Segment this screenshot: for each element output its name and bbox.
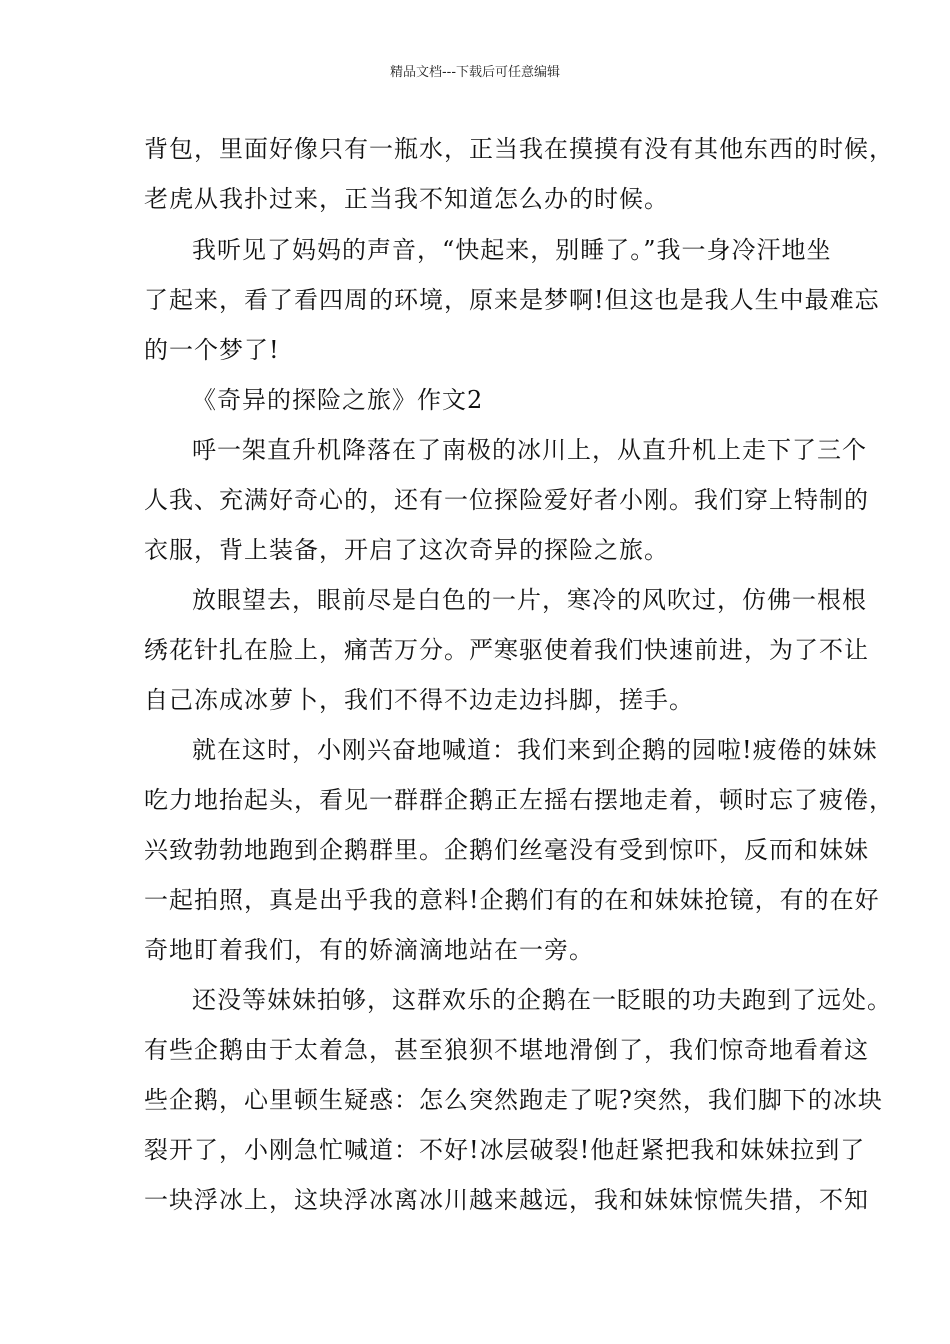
text-line: 我听见了妈妈的声音，“快起来，别睡了。”我一身冷汗地坐 — [192, 236, 832, 264]
text-line: 奇地盯着我们，有的娇滴滴地站在一旁。 — [144, 936, 594, 964]
text-line: 些企鹅，心里顿生疑惑：怎么突然跑走了呢?突然，我们脚下的冰块 — [144, 1086, 883, 1114]
text-line: 衣服，背上装备，开启了这次奇异的探险之旅。 — [144, 536, 669, 564]
text-line: 一起拍照，真是出乎我的意料!企鹅们有的在和妹妹抢镜，有的在好 — [144, 886, 880, 914]
text-line: 还没等妹妹拍够，这群欢乐的企鹅在一眨眼的功夫跑到了远处。 — [192, 986, 892, 1014]
text-line: 一块浮冰上，这块浮冰离冰川越来越远，我和妹妹惊慌失措，不知 — [144, 1186, 869, 1214]
text-line: 裂开了，小刚急忙喊道：不好!冰层破裂!他赶紧把我和妹妹拉到了 — [144, 1136, 866, 1164]
text-line: 人我、充满好奇心的，还有一位探险爱好者小刚。我们穿上特制的 — [144, 486, 869, 514]
text-line: 兴致勃勃地跑到企鹅群里。企鹅们丝毫没有受到惊吓，反而和妹妹 — [144, 836, 869, 864]
text-line: 了起来，看了看四周的环境，原来是梦啊!但这也是我人生中最难忘 — [144, 286, 880, 314]
text-line: 自己冻成冰萝卜，我们不得不边走边抖脚，搓手。 — [144, 686, 694, 714]
text-line: 老虎从我扑过来，正当我不知道怎么办的时候。 — [144, 185, 669, 213]
page-header: 精品文档---下载后可任意编辑 — [389, 65, 561, 80]
text-line: 吃力地抬起头，看见一群群企鹅正左摇右摆地走着，顿时忘了疲倦， — [144, 786, 894, 814]
text-line: 背包，里面好像只有一瓶水，正当我在摸摸有没有其他东西的时候， — [144, 135, 894, 163]
text-line: 呼一架直升机降落在了南极的冰川上，从直升机上走下了三个 — [192, 436, 867, 464]
text-line: 放眼望去，眼前尽是白色的一片，寒冷的风吹过，仿佛一根根 — [192, 586, 867, 614]
text-line: 的一个梦了! — [144, 336, 280, 364]
section-title: 《奇异的探险之旅》作文2 — [192, 386, 484, 414]
text-line: 绣花针扎在脸上，痛苦万分。严寒驱使着我们快速前进，为了不让 — [144, 636, 869, 664]
text-line: 就在这时，小刚兴奋地喊道：我们来到企鹅的园啦!疲倦的妹妹 — [192, 736, 878, 764]
text-line: 有些企鹅由于太着急，甚至狼狈不堪地滑倒了，我们惊奇地看着这 — [144, 1036, 869, 1064]
